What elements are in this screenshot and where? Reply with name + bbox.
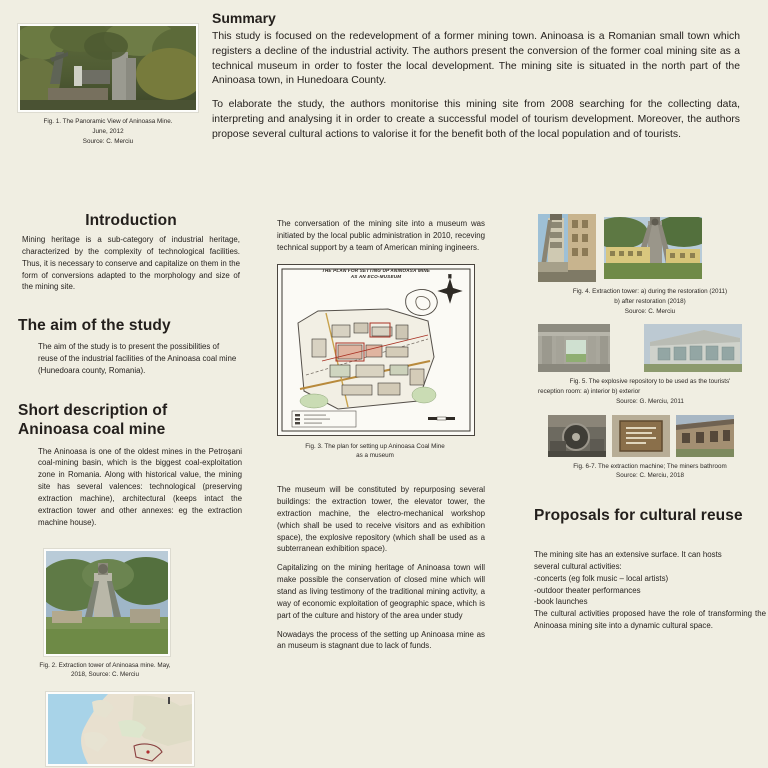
short-description-section bbox=[18, 401, 244, 529]
fig4b-photo-tower-after-restoration bbox=[604, 217, 702, 279]
fig4-caption-line1: Fig. 4. Extraction tower: a) during the restoration (2011) bbox=[572, 288, 728, 295]
figure-2-block bbox=[18, 549, 244, 681]
fig4b-photo-art bbox=[604, 217, 702, 279]
fig6-photo-extraction-machine bbox=[548, 415, 606, 457]
fig1-caption bbox=[18, 117, 198, 146]
map-europe-romania-location bbox=[46, 692, 194, 766]
fig1-caption-line2: June, 2012 bbox=[92, 127, 124, 135]
introduction-title: Introduction bbox=[85, 212, 177, 229]
fig3-caption-line1: Fig. 3. The plan for setting up Aninoasa Coal Mine bbox=[305, 442, 445, 450]
fig3-caption-line2: as a museum bbox=[356, 452, 394, 460]
introduction-body: Mining heritage is a sub-category of industrial heritage, characterized by the complexity of technological facilities. Thus, it is necessary to conserve and capitalize on them in the form of conversions adapted to the morphology and size of the mining site. bbox=[22, 235, 240, 292]
fig2-photo-art bbox=[46, 551, 168, 654]
fig4a-photo-tower-during-restoration bbox=[538, 214, 596, 282]
fig67-caption bbox=[534, 462, 766, 482]
summary-section bbox=[212, 10, 740, 151]
proposals-item-3: -book launches bbox=[534, 597, 588, 607]
fig2-photo-extraction-tower bbox=[44, 549, 170, 656]
fig5-caption-line1: Fig. 5. The explosive repository to be used as the tourists' bbox=[569, 378, 731, 386]
short-description-title-line1: Short description of bbox=[18, 401, 168, 419]
fig4-caption-line2: b) after restoration (2018) bbox=[614, 297, 686, 305]
fig5a-photo-art bbox=[538, 324, 610, 372]
figure-3-block bbox=[277, 264, 485, 462]
right-column bbox=[534, 214, 766, 632]
introduction-section bbox=[18, 212, 244, 293]
proposals-intro-line1: The mining site has an extensive surface. It can hosts bbox=[534, 550, 722, 559]
aim-title: The aim of the study bbox=[18, 317, 171, 335]
fig3-caption bbox=[277, 442, 473, 462]
figure-5-block bbox=[534, 324, 766, 406]
summary-paragraph-2: To elaborate the study, the authors monitorise this mining site from 2008 searching for the collecting data, interpreting and analysing it in order to create a successful model of tourism development. Moreover, the authors propose several cultural actions to valorise it for the benefit both of the local population and of tourists. bbox=[212, 99, 740, 140]
aim-section bbox=[18, 317, 244, 377]
proposals-section bbox=[534, 507, 766, 632]
fig5a-photo-repository-interior bbox=[538, 324, 610, 372]
short-description-title-line2: Aninoasa coal mine bbox=[18, 421, 166, 439]
proposals-closing: The cultural activities proposed have the role of transforming the Aninoasa mining site into a dynamic cultural space. bbox=[534, 609, 766, 631]
fig7a-photo-plaque bbox=[612, 415, 670, 457]
fig5b-photo-repository-exterior bbox=[644, 324, 742, 372]
fig1-photo-art bbox=[20, 26, 196, 110]
fig5-caption bbox=[534, 377, 766, 406]
short-description-body: The Aninoasa is one of the oldest mines in the Petroșani coal-mining basin, which is the biggest coal-exploitation zone in Romania. Along with historical value, the mining site has several valences: technological (preserving extraction machine), architectural (keeps intact the extraction tower and other annexes: eg the extraction machine house). bbox=[38, 446, 242, 527]
fig2-caption-line1: Fig. 2. Extraction tower of Aninoasa mine. May, bbox=[39, 661, 171, 669]
fig67-caption-line1: Fig. 6-7. The extraction machine; The miners bathroom bbox=[573, 462, 727, 470]
middle-paragraph-1: The museum will be constituted by repurposing several buildings: the extraction tower, the elevator tower, the extraction machine, the electro-mechanical workshop (which shall be used to receive visitors and as exhibition space), the explosive repository (which shall be used as a subterranean exhibition space). bbox=[277, 485, 485, 554]
middle-paragraph-3: Nowadays the process of the setting up Aninoasa mine as an museum is stagnant due to lack of funds. bbox=[277, 629, 485, 651]
fig5-caption-line3: Source: G. Merciu, 2011 bbox=[616, 397, 684, 405]
fig3-plan-art bbox=[278, 265, 474, 435]
map-europe-art bbox=[48, 694, 192, 764]
left-column bbox=[18, 212, 244, 766]
figure-4-block bbox=[534, 214, 766, 316]
summary-title: Summary bbox=[212, 10, 276, 26]
fig3-plan-title-line2: AS AN ECO-MUSEUM bbox=[350, 273, 402, 279]
proposals-intro-line2: several cultural activities: bbox=[534, 561, 622, 571]
fig4-caption bbox=[534, 287, 766, 316]
middle-column bbox=[277, 218, 485, 652]
fig1-caption-line1: Fig. 1. The Panoramic View of Aninoasa Mine. bbox=[43, 118, 173, 125]
fig5b-photo-art bbox=[644, 324, 742, 372]
figure-67-block bbox=[534, 415, 766, 482]
fig4-caption-line3: Source: C. Merciu bbox=[624, 307, 676, 315]
fig7b-photo-miners-bathroom bbox=[676, 415, 734, 457]
fig5-caption-line2: reception room: a) interior b) exterior bbox=[538, 388, 641, 395]
fig1-photo-panoramic-mine bbox=[18, 24, 198, 112]
middle-paragraph-2: Capitalizing on the mining heritage of Aninoasa town will make possible the conservation of closed mine which will stand as living testimony of the traditional mining activity, a way of economic exploitation of geographic space, which is part of the culture and history of the area under study bbox=[277, 563, 485, 620]
aim-body: The aim of the study is to present the possibilities of reuse of the industrial facilities of the Aninoasa coal mine (Hunedoara county, Romania). bbox=[38, 342, 237, 376]
figure-1-block bbox=[18, 24, 198, 145]
fig3-plan-title-line1: THE PLAN FOR SETTING UP ANINOASA MINE bbox=[321, 267, 431, 273]
fig7b-photo-art bbox=[676, 415, 734, 457]
fig7a-photo-art bbox=[612, 415, 670, 457]
fig3-plan-drawing bbox=[277, 264, 475, 436]
fig6-photo-art bbox=[548, 415, 606, 457]
proposals-item-1: -concerts (eg folk music – local artists) bbox=[534, 573, 669, 583]
summary-paragraph-1: This study is focused on the redevelopment of a former mining town. Aninoasa is a Romanian small town which registers a decline of the industrial activity. The authors present the conversion of the former coal mining site as a technical museum in order to foster the local development. The mining site is situated in the north part of the Aninoasa town, in Hunedoara County. bbox=[212, 31, 740, 87]
fig2-caption-line2: 2018, Source: C. Merciu bbox=[71, 671, 139, 679]
europe-map-block bbox=[18, 692, 244, 766]
fig2-caption bbox=[20, 661, 190, 681]
middle-intro-text: The conversation of the mining site into a museum was initiated by the local public administration in 2010, receving technical support by a team of American mining ingineers. bbox=[277, 219, 485, 252]
proposals-item-2: -outdoor theater performances bbox=[534, 585, 641, 595]
proposals-title: Proposals for cultural reuse bbox=[534, 507, 743, 524]
fig1-caption-line3: Source: C. Merciu bbox=[82, 137, 134, 145]
fig4a-photo-art bbox=[538, 214, 596, 282]
fig67-caption-line2: Source: C. Merciu, 2018 bbox=[616, 472, 684, 480]
svg-text:N: N bbox=[448, 273, 452, 279]
